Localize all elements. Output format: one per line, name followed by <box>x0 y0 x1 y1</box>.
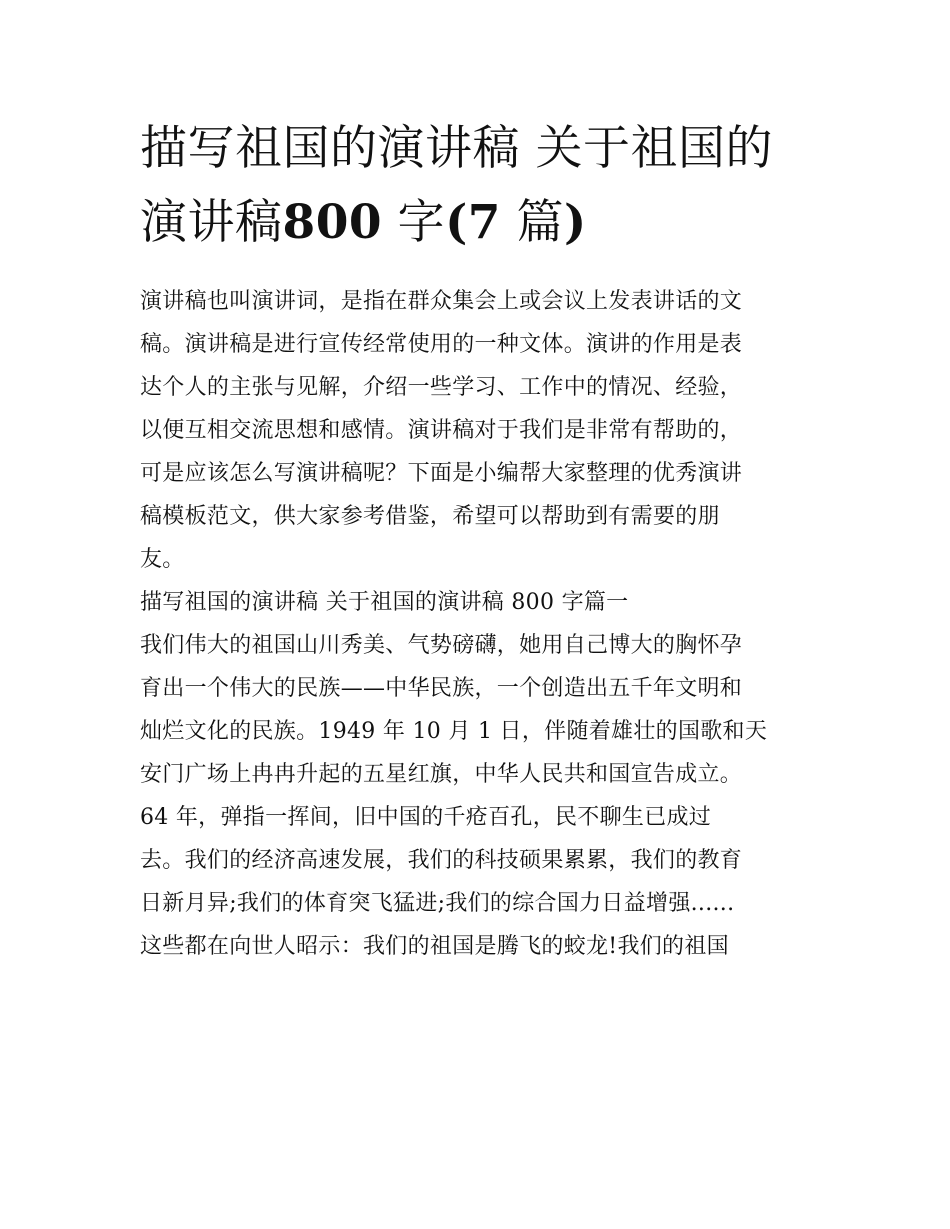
title-zi: 字 <box>382 195 446 250</box>
intro-line: 演讲稿也叫演讲词，是指在群众集会上或会议上发表讲话的文 <box>140 289 743 314</box>
title-close-paren: ) <box>563 195 587 250</box>
title-number-800: 800 <box>282 195 383 250</box>
body-line: 安门广场上冉冉升起的五星红旗，中华人民共和国宣告成立。 <box>140 762 743 787</box>
intro-paragraph <box>140 280 830 581</box>
body-line: 日新月异;我们的体育突飞猛进;我们的综合国力日益增强...... <box>140 891 735 916</box>
body-line: 去。我们的经济高速发展，我们的科技硕果累累，我们的教育 <box>140 848 743 873</box>
document-body <box>140 280 830 968</box>
body-line: 我们伟大的祖国山川秀美、气势磅礴，她用自己博大的胸怀孕 <box>140 633 743 658</box>
document-title <box>140 112 830 260</box>
intro-line: 友。 <box>140 547 185 572</box>
intro-line: 可是应该怎么写演讲稿呢？下面是小编帮大家整理的优秀演讲 <box>140 461 743 486</box>
body-line: 育出一个伟大的民族——中华民族，一个创造出五千年文明和 <box>140 676 743 701</box>
intro-line: 以便互相交流思想和感情。演讲稿对于我们是非常有帮助的， <box>140 418 743 443</box>
intro-line: 达个人的主张与见解，介绍一些学习、工作中的情况、经验， <box>140 375 743 400</box>
body-line: 这些都在向世人昭示：我们的祖国是腾飞的蛟龙!我们的祖国 <box>140 934 729 959</box>
title-line-1: 描写祖国的演讲稿 关于祖国的 <box>140 121 773 176</box>
intro-line: 稿模板范文，供大家参考借鉴，希望可以帮助到有需要的朋 <box>140 504 720 529</box>
title-line-2-text: 演讲稿 <box>140 195 283 250</box>
body-line: 64 年，弹指一挥间，旧中国的千疮百孔，民不聊生已成过 <box>140 805 712 830</box>
section-one-paragraph <box>140 624 830 968</box>
body-line: 灿烂文化的民族。1949 年 10 月 1 日，伴随着雄壮的国歌和天 <box>140 719 768 744</box>
section-heading: 描写祖国的演讲稿 关于祖国的演讲稿 800 字篇一 <box>140 590 629 615</box>
intro-line: 稿。演讲稿是进行宣传经常使用的一种文体。演讲的作用是表 <box>140 332 743 357</box>
title-pian: 篇 <box>501 195 564 250</box>
title-paren-count: (7 <box>445 195 502 250</box>
